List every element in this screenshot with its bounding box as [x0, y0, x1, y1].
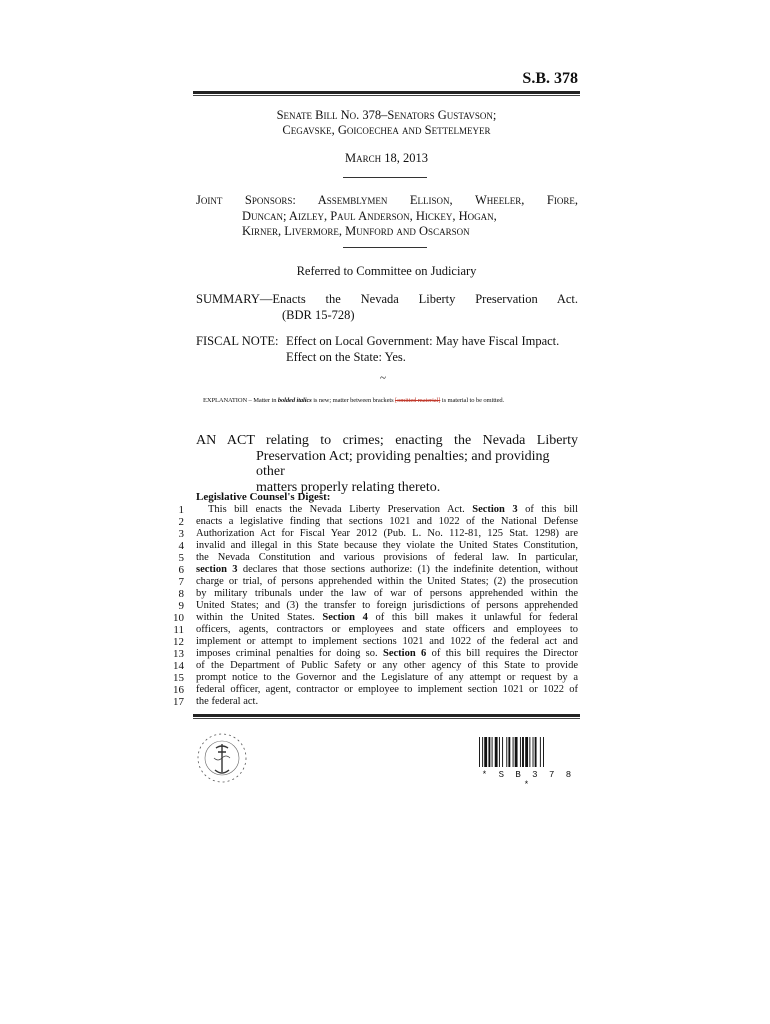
committee-referral: Referred to Committee on Judiciary [296, 264, 477, 278]
line-number: 17 [173, 696, 184, 708]
bill-date: March 18, 2013 [345, 151, 428, 165]
line-numbers [168, 504, 184, 708]
explanation-bolded: bolded italics [277, 397, 312, 404]
digest-line: within the United States. Section 4 of this bill makes it unlawful for federal [196, 612, 578, 623]
line-number: 12 [173, 636, 184, 648]
barcode-icon [479, 737, 577, 767]
line-number: 6 [178, 564, 184, 576]
bill-title-line1: Senate Bill No. 378–Senators Gustavson; [276, 108, 497, 122]
joint-sponsors [196, 193, 578, 240]
explanation [203, 397, 583, 404]
line-number: 2 [178, 516, 184, 528]
line-number: 16 [173, 684, 184, 696]
explanation-prefix: EXPLANATION – Matter in [203, 397, 278, 404]
line-number: 13 [173, 648, 184, 660]
sponsors-line1: Joint Sponsors: Assemblymen Ellison, Wheeler, Fiore, [196, 193, 578, 207]
divider [343, 247, 427, 248]
act-line2: Preservation Act; providing penalties; and providing other [256, 448, 550, 479]
digest-line: officers, agents, contractors or employees and state officers and employees to [196, 624, 578, 635]
fiscal-local: Effect on Local Government: May have Fiscal Impact. [286, 334, 560, 348]
fiscal-state: Effect on the State: Yes. [286, 349, 406, 364]
digest-line: of the Department of Public Safety or any other agency of this State to provide [196, 660, 578, 671]
nevada-legislature-seal-icon [196, 732, 248, 784]
line-number: 1 [178, 504, 184, 516]
digest-line: invalid and illegal in this State because they violate the United States Constitution, [196, 540, 578, 551]
digest-line: the federal act. [196, 696, 259, 707]
summary-line2: (BDR 15-728) [282, 307, 355, 322]
bill-number: S.B. 378 [522, 70, 578, 87]
act-title [196, 433, 578, 495]
digest-line: section 3 declares that those sections authorize: (1) the indefinite detention, without [196, 564, 578, 575]
line-number: 10 [173, 612, 184, 624]
fiscal-note-label: FISCAL NOTE: [196, 334, 279, 348]
digest-line: United States; and (3) the transfer to foreign jurisdictions of persons apprehended [196, 600, 578, 611]
fiscal-note [196, 334, 578, 365]
line-number: 7 [178, 576, 184, 588]
line-number: 8 [178, 588, 184, 600]
explanation-suffix: is material to be omitted. [440, 397, 505, 404]
separator-tilde: ~ [380, 372, 386, 384]
digest-line: implement or attempt to implement sections 1021 and 1022 of the federal act and [196, 636, 578, 647]
digest-line: This bill enacts the Nevada Liberty Preservation Act. Section 3 of this bill [208, 504, 578, 515]
digest-title: Legislative Counsel's Digest: [196, 491, 331, 503]
line-number: 4 [178, 540, 184, 552]
bill-title-line2: Cegavske, Goicoechea and Settelmeyer [282, 123, 491, 137]
digest-line: the Nevada Constitution and various provisions of federal law. In particular, [196, 552, 578, 563]
line-number: 15 [173, 672, 184, 684]
digest-body [196, 504, 578, 708]
act-line1: AN ACT relating to crimes; enacting the Nevada Liberty [196, 433, 578, 448]
line-number: 14 [173, 660, 184, 672]
sponsors-line2: Duncan; Aizley, Paul Anderson, Hickey, Hogan, [242, 208, 497, 223]
header-rule-thin [193, 95, 580, 96]
line-number: 3 [178, 528, 184, 540]
divider [343, 177, 427, 178]
summary [196, 292, 578, 323]
digest-line: enacts a legislative finding that sections 1021 and 1022 of the National Defense [196, 516, 578, 527]
barcode-text: * S B 3 7 8 * [481, 770, 575, 790]
digest-line: by military tribunals under the law of war of persons apprehended within the [196, 588, 578, 599]
digest-line: imposes criminal penalties for doing so. Section 6 of this bill requires the Director [196, 648, 578, 659]
footer-rule [193, 714, 580, 717]
line-number: 11 [173, 624, 184, 636]
line-number: 9 [178, 600, 184, 612]
sponsors-line3: Kirner, Livermore, Munford and Oscarson [242, 224, 470, 238]
digest-line: federal officer, agent, contractor or employee to implement section 1021 or 1022 of [196, 684, 578, 695]
act-line3: matters properly relating thereto. [256, 479, 441, 495]
digest-line: prompt notice to the Governor and the Legislature of any attempt or request by a [196, 672, 578, 683]
summary-line1: SUMMARY—Enacts the Nevada Liberty Preservation Act. [196, 292, 578, 306]
digest-line: Authorization Act for Fiscal Year 2012 (Pub. L. No. 112-81, 125 Stat. 1298) are [196, 528, 578, 539]
line-number: 5 [178, 552, 184, 564]
footer-rule-thin [193, 718, 580, 719]
explanation-middle: is new; matter between brackets [311, 397, 396, 404]
digest-line: charge or trial, of persons apprehended within the United States; (2) the prosecution [196, 576, 578, 587]
explanation-omitted: [omitted material] [395, 397, 441, 404]
header-rule [193, 91, 580, 94]
